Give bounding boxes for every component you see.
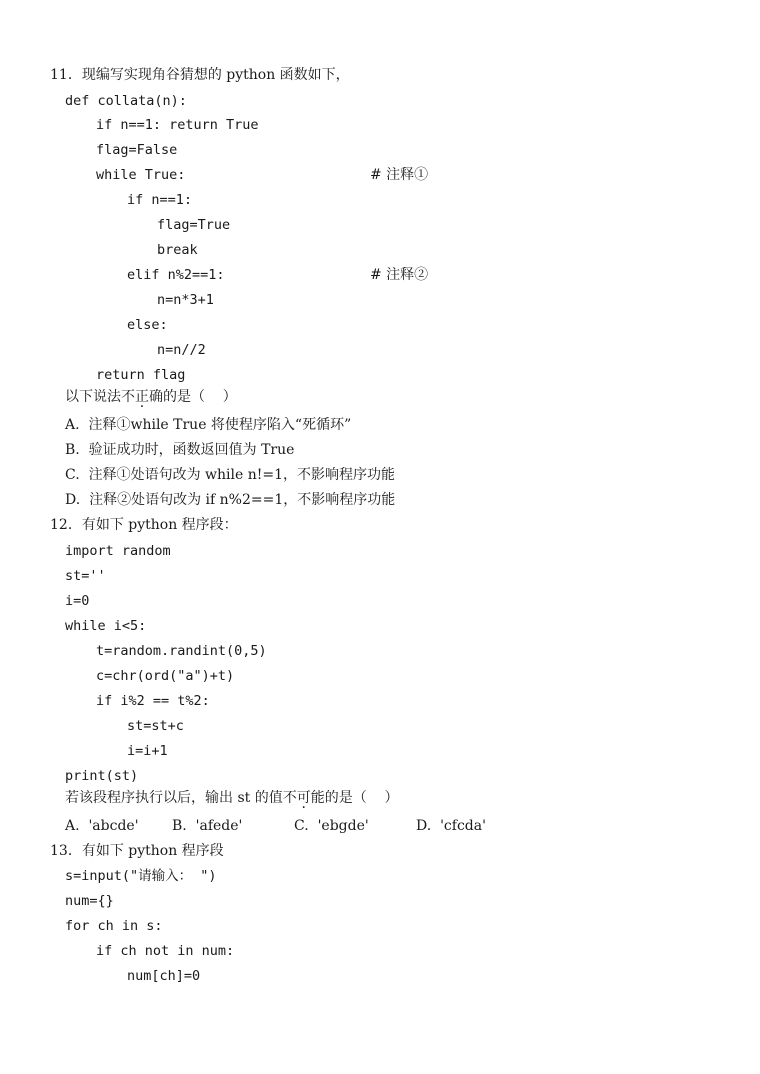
q12-option-a: A. 'abcde' — [65, 818, 139, 834]
q13-code-line: if ch not in num: — [96, 943, 235, 959]
q11-option-b: B. 验证成功时，函数返回值为 True — [65, 442, 295, 458]
q11-code-line: def collata(n): — [65, 93, 187, 109]
q11-option-c: C. 注释①处语句改为 while n!=1，不影响程序功能 — [65, 467, 395, 483]
q11-option-d: D. 注释②处语句改为 if n%2==1，不影响程序功能 — [65, 492, 396, 508]
q11-title: 11．现编写实现角谷猜想的 python 函数如下， — [50, 67, 350, 83]
q12-prompt-pre: 若该段程序执行以后，输出 st 的值 — [65, 790, 283, 806]
q12-code-line: while i<5: — [65, 618, 147, 634]
q12-prompt — [65, 789, 399, 807]
q11-code-line: n=n//2 — [157, 342, 206, 358]
q11-comment-1: # 注释① — [370, 167, 429, 183]
q13-code-line: num[ch]=0 — [127, 968, 201, 984]
q11-code-line: flag=False — [96, 142, 178, 158]
q11-code-line: else: — [127, 317, 168, 333]
q13-code-line: for ch in s: — [65, 918, 163, 934]
q11-code-line: flag=True — [157, 217, 231, 233]
q12-option-d: D. 'cfcda' — [416, 818, 486, 834]
q12-code-line: st=st+c — [127, 718, 184, 734]
q12-code-line: c=chr(ord("a")+t) — [96, 668, 235, 684]
q11-prompt-emphasis: 不正确 — [121, 389, 163, 405]
q12-code-line: st='' — [65, 568, 106, 584]
q11-comment-2: # 注释② — [370, 267, 429, 283]
q11-code-line: return flag — [96, 367, 186, 383]
q11-code-line: if n==1: — [127, 192, 193, 208]
q12-prompt-emphasis: 不可能 — [282, 790, 325, 806]
q12-code-line: if i%2 == t%2: — [96, 693, 210, 709]
q11-code-line: if n==1: return True — [96, 117, 259, 133]
q12-code-line: t=random.randint(0,5) — [96, 643, 267, 659]
q11-option-a: A. 注释①while True 将使程序陷入“死循环” — [65, 417, 352, 433]
q12-prompt-post: 的是（ ） — [324, 790, 399, 806]
q11-code-line: while True: — [96, 167, 186, 183]
q13-title: 13．有如下 python 程序段 — [50, 843, 224, 859]
q12-option-c: C. 'ebgde' — [294, 818, 369, 834]
q13-code-line: num={} — [65, 893, 114, 909]
q11-prompt-pre: 以下说法 — [65, 389, 121, 405]
q12-code-line: i=i+1 — [127, 743, 168, 759]
q12-code-line: i=0 — [65, 593, 90, 609]
q12-option-b: B. 'afede' — [172, 818, 243, 834]
q11-code-line: elif n%2==1: — [127, 267, 225, 283]
q13-code-line: s=input("请输入： ") — [65, 868, 217, 884]
q12-code-line: import random — [65, 543, 171, 559]
q12-code-line: print(st) — [65, 768, 139, 784]
q11-code-line: break — [157, 242, 198, 258]
q11-prompt — [65, 388, 237, 406]
q11-code-line: n=n*3+1 — [157, 292, 214, 308]
q12-title: 12．有如下 python 程序段： — [50, 517, 238, 533]
q11-prompt-post: 的是（ ） — [163, 389, 237, 405]
